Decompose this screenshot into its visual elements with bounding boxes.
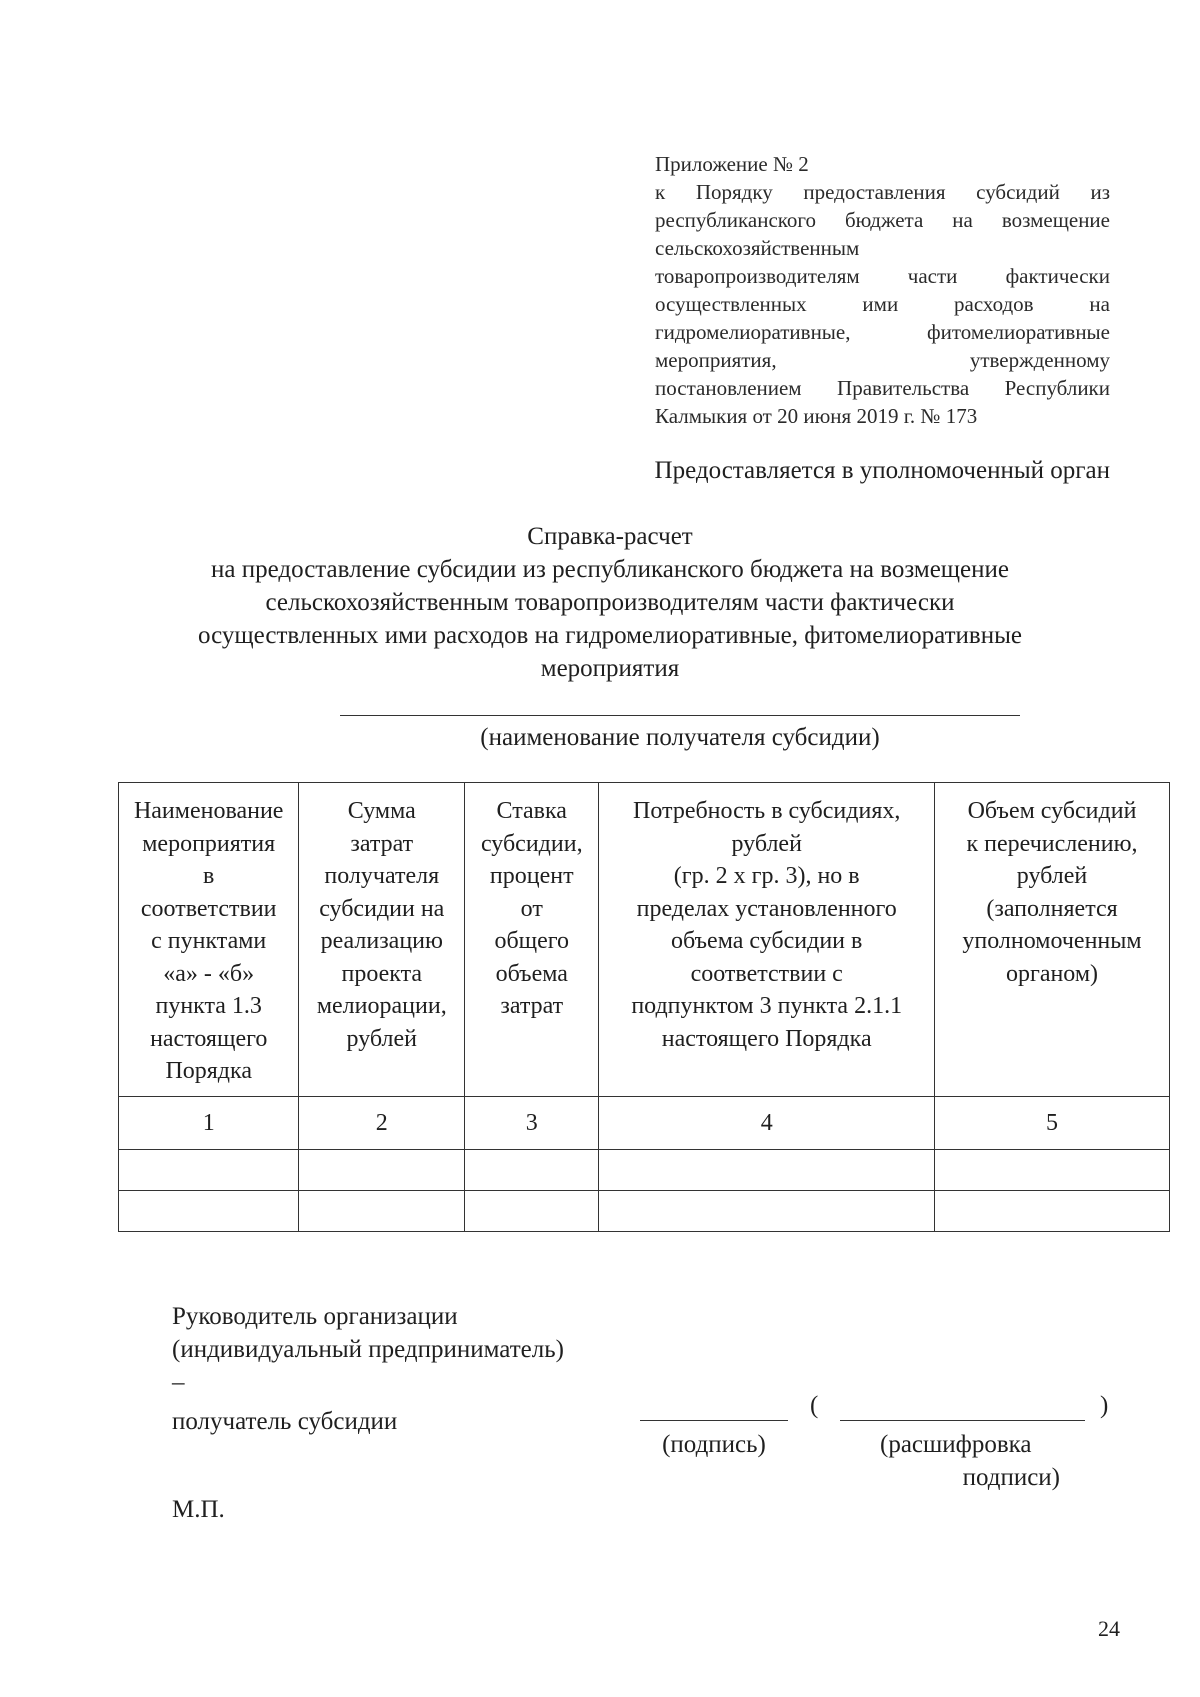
- header-line: «а» - «б»: [163, 960, 255, 987]
- signature-field[interactable]: [640, 1420, 788, 1421]
- header-line: Потребность в субсидиях,: [633, 798, 901, 824]
- column-number-row: [119, 1096, 1170, 1149]
- appendix-line: осуществленных ими расходов на: [655, 292, 1110, 316]
- appendix-line: гидромелиоративные, фитомелиоративные: [655, 320, 1110, 344]
- title-line: мероприятия: [540, 655, 680, 682]
- appendix-line: сельскохозяйственным: [655, 236, 860, 260]
- column-number: 4: [599, 1096, 935, 1149]
- table-cell[interactable]: [935, 1149, 1170, 1190]
- appendix-note: [655, 150, 1110, 430]
- header-line: субсидии на: [319, 895, 445, 922]
- column-number: 2: [299, 1096, 465, 1149]
- subsidy-calculation-table: [118, 782, 1170, 1232]
- header-line: с пунктами: [151, 928, 267, 954]
- column-header-subsidy-rate: [465, 783, 599, 1097]
- header-line: реализацию: [320, 928, 443, 954]
- header-line: пункта 1.3: [155, 993, 262, 1019]
- table-cell[interactable]: [299, 1190, 465, 1231]
- signatory-line: получатель субсидии: [172, 1408, 398, 1435]
- header-line: настоящего: [150, 1025, 268, 1052]
- header-line: затрат: [350, 830, 414, 857]
- header-line: подпунктом 3 пункта 2.1.1: [631, 993, 903, 1019]
- header-line: получателя: [324, 863, 440, 889]
- signatory-line: –: [172, 1369, 185, 1396]
- header-line: объема: [495, 960, 568, 987]
- table-cell[interactable]: [119, 1190, 299, 1231]
- page-number: 24: [1098, 1616, 1120, 1641]
- header-line: Сумма: [347, 798, 416, 824]
- title-line: сельскохозяйственным товаропроизводителям части фактически: [265, 589, 955, 616]
- recipient-caption: (наименование получателя субсидии): [480, 724, 880, 751]
- table-cell[interactable]: [935, 1190, 1170, 1231]
- appendix-line: к Порядку предоставления субсидий из: [655, 180, 1110, 204]
- table-cell[interactable]: [599, 1190, 935, 1231]
- document-title: [110, 520, 1110, 685]
- title-line: Справка-расчет: [527, 523, 693, 550]
- appendix-line: товаропроизводителям части фактически: [655, 264, 1110, 288]
- stamp-place: М.П.: [172, 1496, 225, 1523]
- open-paren: (: [810, 1392, 819, 1419]
- header-line: от: [520, 895, 543, 922]
- header-line: Порядка: [165, 1058, 252, 1084]
- column-header-event-name: [119, 783, 299, 1097]
- recipient-name-field[interactable]: [340, 715, 1020, 716]
- header-line: органом): [1005, 960, 1099, 987]
- column-header-transfer-amount: [935, 783, 1170, 1097]
- header-line: мелиорации,: [316, 993, 447, 1019]
- appendix-line: республиканского бюджета на возмещение: [655, 208, 1110, 232]
- header-line: соответствии с: [690, 960, 843, 987]
- header-line: (заполняется: [986, 895, 1118, 922]
- header-line: Наименование: [133, 798, 284, 824]
- signature-caption: (подпись): [662, 1431, 766, 1458]
- header-line: объема субсидии в: [671, 928, 863, 954]
- header-line: рублей: [731, 830, 802, 857]
- appendix-line: мероприятия, утвержденному: [655, 348, 1110, 372]
- provided-to: Предоставляется в уполномоченный орган: [654, 457, 1110, 484]
- table-cell[interactable]: [599, 1149, 935, 1190]
- column-number: 5: [935, 1096, 1170, 1149]
- header-line: мероприятия: [142, 830, 276, 857]
- header-line: общего: [494, 928, 570, 954]
- header-line: (гр. 2 х гр. 3), но в: [673, 863, 860, 889]
- table-row: [119, 1190, 1170, 1231]
- header-line: в: [203, 863, 215, 889]
- column-number: 1: [119, 1096, 299, 1149]
- signature-decode-caption: [860, 1428, 1060, 1494]
- header-line: пределах установленного: [636, 895, 897, 922]
- signatory-line: Руководитель организации: [172, 1303, 458, 1330]
- header-line: Ставка: [496, 798, 567, 824]
- appendix-line: Приложение № 2: [655, 152, 809, 176]
- column-header-cost-sum: [299, 783, 465, 1097]
- table-cell[interactable]: [465, 1149, 599, 1190]
- appendix-line: Калмыкия от 20 июня 2019 г. № 173: [655, 404, 978, 428]
- header-line: рублей: [1016, 863, 1088, 889]
- header-line: субсидии,: [480, 830, 583, 857]
- header-line: уполномоченным: [962, 928, 1142, 954]
- header-line: соответствии: [140, 895, 277, 922]
- column-number: 3: [465, 1096, 599, 1149]
- table-cell[interactable]: [465, 1190, 599, 1231]
- title-line: на предоставление субсидии из республиканского бюджета на возмещение: [210, 556, 1010, 583]
- appendix-line: постановлением Правительства Республики: [655, 376, 1110, 400]
- decode-caption-line: подписи): [962, 1464, 1060, 1491]
- table-cell[interactable]: [299, 1149, 465, 1190]
- title-line: осуществленных ими расходов на гидромелиоративные, фитомелиоративные: [197, 622, 1023, 649]
- table-row: [119, 1149, 1170, 1190]
- header-line: процент: [489, 863, 574, 889]
- header-line: к перечислению,: [966, 830, 1138, 857]
- signature-decode-field[interactable]: [840, 1420, 1085, 1421]
- table-header-row: [119, 783, 1170, 1097]
- decode-caption-line: (расшифровка: [880, 1431, 1032, 1458]
- close-paren: ): [1100, 1392, 1109, 1419]
- header-line: Объем субсидий: [967, 798, 1137, 824]
- header-line: затрат: [500, 993, 564, 1019]
- header-line: рублей: [346, 1025, 417, 1052]
- signatory-block: [172, 1300, 564, 1438]
- header-line: проекта: [341, 960, 423, 987]
- header-line: настоящего Порядка: [661, 1025, 872, 1052]
- table-cell[interactable]: [119, 1149, 299, 1190]
- signatory-line: (индивидуальный предприниматель): [172, 1336, 564, 1363]
- column-header-subsidy-need: [599, 783, 935, 1097]
